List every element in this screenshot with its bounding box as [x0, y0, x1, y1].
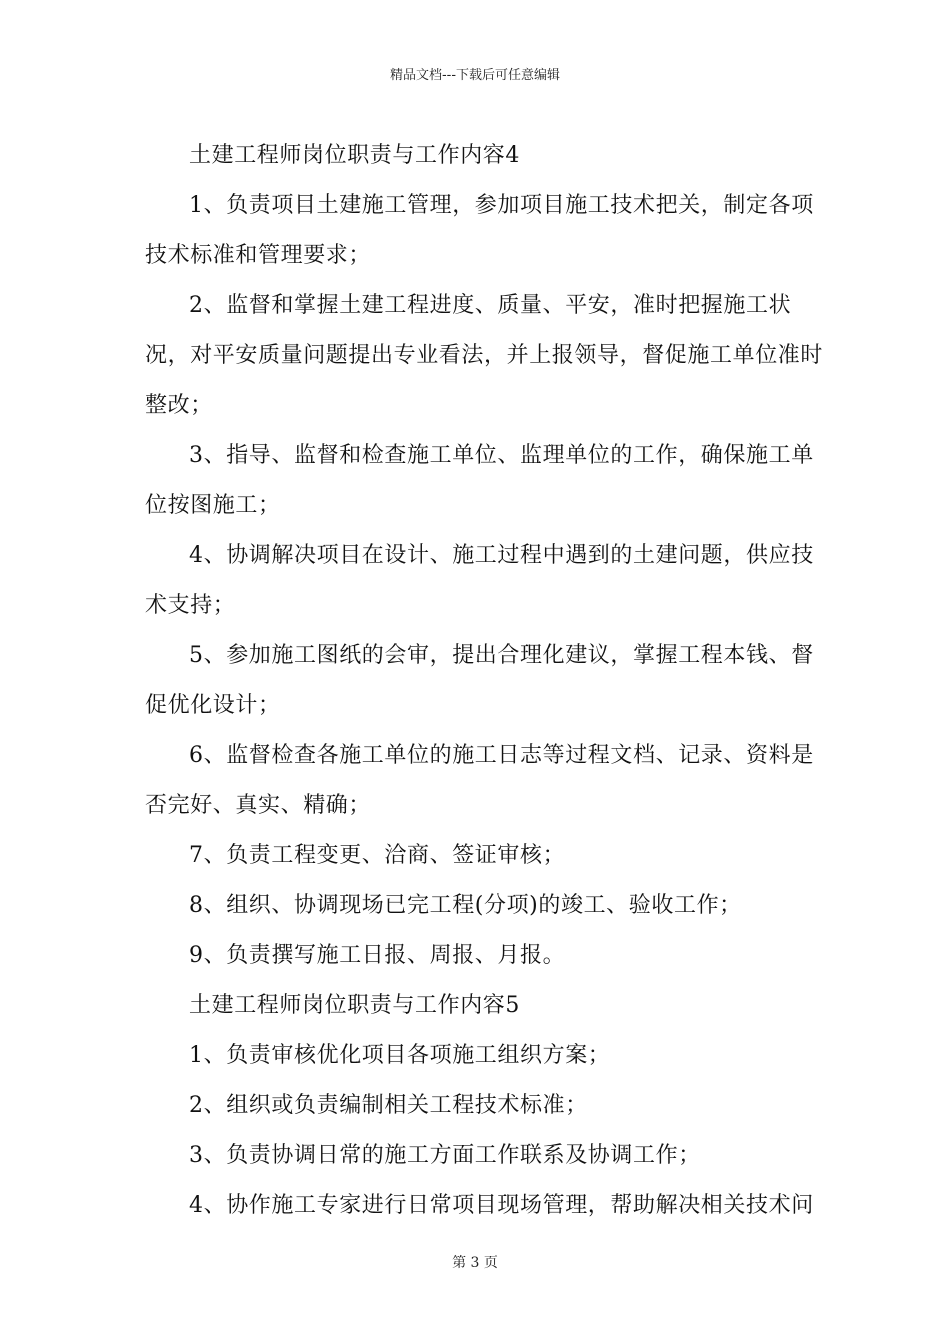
- page-number: 第 3 页: [452, 1255, 498, 1271]
- list-item: 5、参加施工图纸的会审，提出合理化建议，掌握工程本钱、督促优化设计；: [145, 643, 814, 718]
- list-item: 1、负责项目土建施工管理，参加项目施工技术把关，制定各项技术标准和管理要求；: [145, 193, 814, 268]
- list-item: 1、负责审核优化项目各项施工组织方案；: [189, 1043, 611, 1068]
- list-item: 8、组织、协调现场已完工程(分项)的竣工、验收工作；: [189, 893, 742, 918]
- page-header: 精品文档---下载后可任意编辑: [389, 68, 561, 83]
- list-item: 2、监督和掌握土建工程进度、质量、平安，准时把握施工状况，对平安质量问题提出专业看法，并上报领导，督促施工单位准时整改；: [145, 293, 824, 418]
- list-item: 4、协调解决项目在设计、施工过程中遇到的土建问题，供应技术支持；: [145, 543, 814, 618]
- list-item: 2、组织或负责编制相关工程技术标准；: [189, 1093, 588, 1118]
- list-item: 6、监督检查各施工单位的施工日志等过程文档、记录、资料是否完好、真实、精确；: [145, 743, 814, 818]
- list-item: 3、指导、监督和检查施工单位、监理单位的工作，确保施工单位按图施工；: [145, 443, 814, 518]
- list-item: 3、负责协调日常的施工方面工作联系及协调工作；: [189, 1143, 701, 1168]
- section-heading-5: 土建工程师岗位职责与工作内容5: [189, 993, 520, 1018]
- list-item: 9、负责撰写施工日报、周报、月报。: [189, 943, 566, 968]
- section-heading-4: 土建工程师岗位职责与工作内容4: [189, 143, 520, 168]
- list-item: 4、协作施工专家进行日常项目现场管理，帮助解决相关技术问: [189, 1193, 814, 1218]
- document-body: [145, 131, 825, 1231]
- list-item: 7、负责工程变更、洽商、签证审核；: [189, 843, 566, 868]
